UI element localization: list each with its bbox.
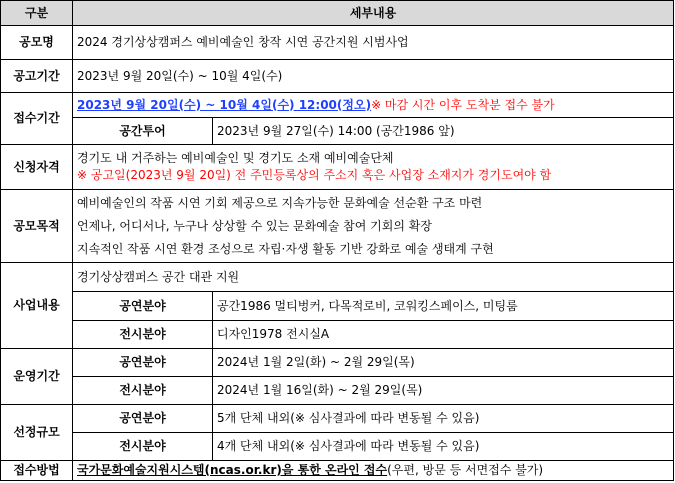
row-period-performance	[1, 349, 674, 377]
header-row	[1, 1, 674, 26]
purpose-line: 언제나, 어디서나, 누구나 상상할 수 있는 문화예술 참여 기회의 확장	[77, 218, 432, 233]
sub-label: 공간투어	[73, 118, 213, 145]
sub-label: 공연분야	[73, 405, 213, 433]
row-value: 경기상상캠퍼스 공간 대관 지원	[73, 263, 674, 292]
sub-value: 5개 단체 내외(※ 심사결과에 따라 변동될 수 있음)	[213, 405, 674, 433]
sub-label: 공연분야	[73, 292, 213, 321]
purpose-line: 지속적인 작품 시연 환경 조성으로 자립·자생 활동 기반 강화로 예술 생태계 구현	[77, 241, 494, 256]
row-label: 신청자격	[1, 145, 73, 190]
sub-value: 2024년 1월 2일(화) ~ 2월 29일(목)	[213, 349, 674, 377]
row-value	[73, 461, 674, 481]
row-method	[1, 461, 674, 481]
row-apply	[1, 93, 674, 118]
sub-value: 디자인1978 전시실A	[213, 321, 674, 349]
method-note: (우편, 방문 등 서면접수 불가)	[387, 463, 544, 477]
row-label: 공모목적	[1, 190, 73, 263]
row-tour	[1, 118, 674, 145]
row-purpose	[1, 190, 674, 263]
sub-label: 공연분야	[73, 349, 213, 377]
sub-label: 전시분야	[73, 433, 213, 461]
row-label: 접수기간	[1, 93, 73, 145]
row-scale-exhibition	[1, 433, 674, 461]
row-label: 사업내용	[1, 263, 73, 349]
purpose-line: 예비예술인의 작품 시연 기회 제공으로 지속가능한 문화예술 선순환 구조 마련	[77, 195, 483, 210]
row-program-performance	[1, 292, 674, 321]
eligibility-line: 경기도 내 거주하는 예비예술인 및 경기도 소재 예비예술단체	[77, 151, 394, 165]
sub-value: 2024년 1월 16일(화) ~ 2월 29일(목)	[213, 377, 674, 405]
sub-label: 전시분야	[73, 321, 213, 349]
row-label: 접수방법	[1, 461, 73, 481]
row-label: 공모명	[1, 26, 73, 60]
row-label: 공고기간	[1, 60, 73, 93]
apply-deadline-note: ※ 마감 시간 이후 도착분 접수 불가	[371, 97, 555, 112]
row-program	[1, 263, 674, 292]
sub-value: 공간1986 멀티벙커, 다목적로비, 코워킹스페이스, 미팅룸	[213, 292, 674, 321]
row-value: 2024 경기상상캠퍼스 예비예술인 창작 시연 공간지원 시범사업	[73, 26, 674, 60]
row-period-exhibition	[1, 377, 674, 405]
header-details: 세부내용	[73, 1, 674, 26]
row-label: 운영기간	[1, 349, 73, 405]
row-eligibility	[1, 145, 674, 190]
row-value	[73, 190, 674, 263]
row-label: 선정규모	[1, 405, 73, 461]
sub-value: 2023년 9월 27일(수) 14:00 (공간1986 앞)	[213, 118, 674, 145]
row-announce	[1, 60, 674, 93]
row-scale-performance	[1, 405, 674, 433]
row-value: 2023년 9월 20일(수) ~ 10월 4일(수)	[73, 60, 674, 93]
header-category: 구분	[1, 1, 73, 26]
row-value	[73, 145, 674, 190]
method-main: 국가문화예술지원시스템(ncas.or.kr)을 통한 온라인 접수	[77, 463, 388, 477]
row-program-exhibition	[1, 321, 674, 349]
sub-value: 4개 단체 내외(※ 심사결과에 따라 변동될 수 있음)	[213, 433, 674, 461]
row-title	[1, 26, 674, 60]
eligibility-note: ※ 공고일(2023년 9월 20일) 전 주민등록상의 주소지 혹은 사업장 소재지가 경기도여야 함	[77, 168, 552, 182]
row-value	[73, 93, 674, 118]
apply-deadline: 2023년 9월 20일(수) ~ 10월 4일(수) 12:00(정오)	[77, 97, 372, 112]
sub-label: 전시분야	[73, 377, 213, 405]
